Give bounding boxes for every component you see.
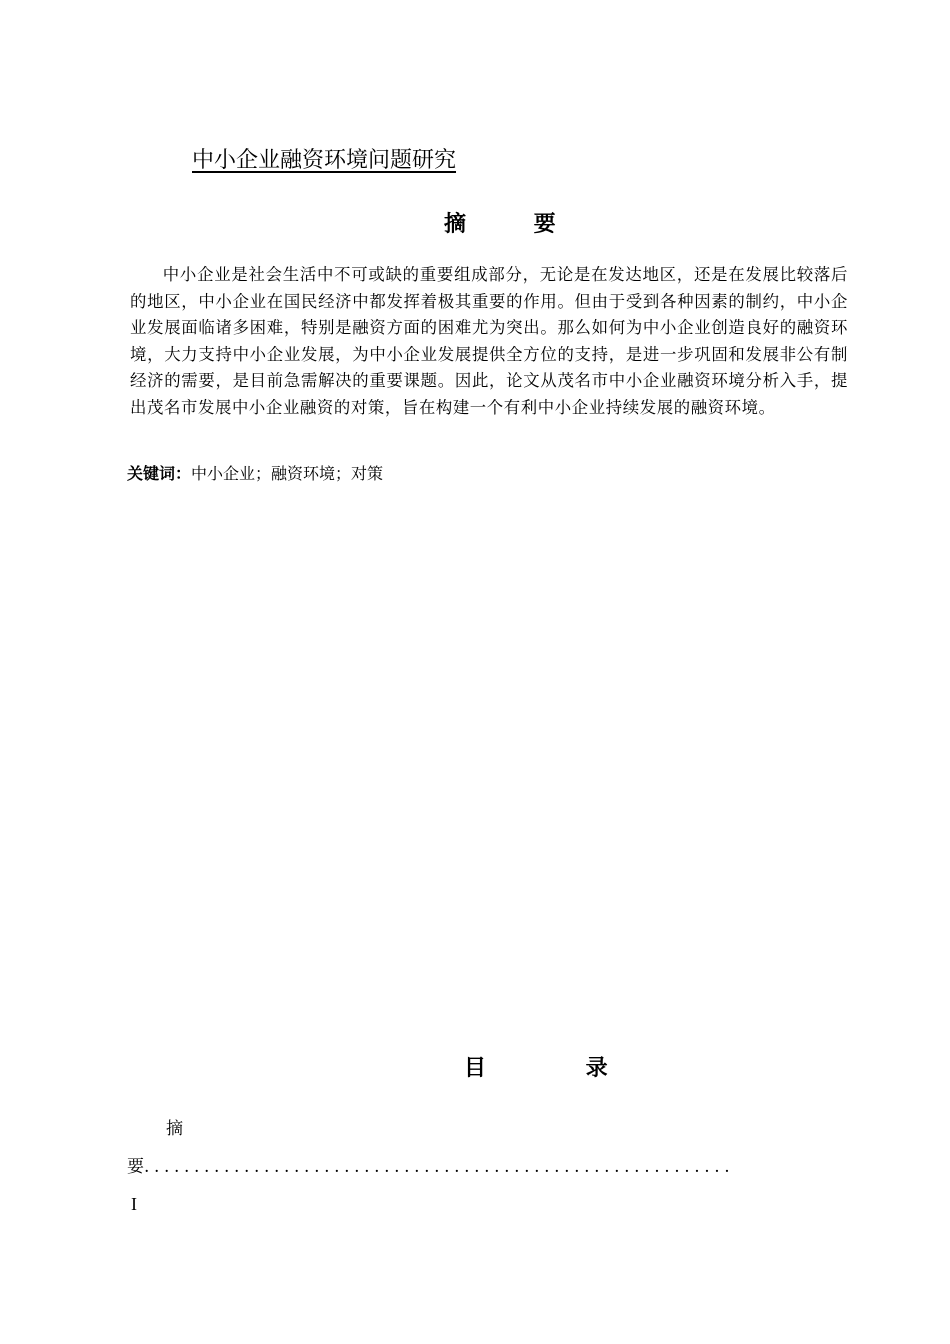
document-title: 中小企业融资环境问题研究: [192, 148, 457, 173]
toc-entry-abstract-part2[interactable]: [127, 1154, 847, 1180]
abstract-paragraph: 中小企业是社会生活中不可或缺的重要组成部分，无论是在发达地区，还是在发展比较落后的地区，中小企业在国民经济中都发挥着极其重要的作用。但由于受到各种因素的制约，中小企业发展面临诸多困难，特别是融资方面的困难尤为突出。那么如何为中小企业创造良好的融资环境，大力支持中小企业发展，为中小企业发展提供全方位的支持，是进一步巩固和发展非公有制经济的需要，是目前急需解决的重要课题。因此，论文从茂名市中小企业融资环境分析入手，提出茂名市发展中小企业融资的对策，旨在构建一个有利中小企业持续发展的融资环境。: [130, 265, 848, 417]
abstract-heading: 摘 要: [444, 212, 586, 237]
toc-entry-abstract-part1[interactable]: 摘: [166, 1119, 183, 1139]
toc-page-number: I: [131, 1194, 137, 1214]
keywords-line: [127, 461, 383, 487]
toc-heading: 目 录: [464, 1056, 654, 1081]
toc-leader-dots: ...........................................................: [144, 1157, 735, 1177]
keywords-value: 中小企业；融资环境；对策: [191, 464, 384, 483]
keywords-label: 关键词：: [127, 464, 192, 483]
toc-entry-text: 要: [127, 1157, 144, 1177]
